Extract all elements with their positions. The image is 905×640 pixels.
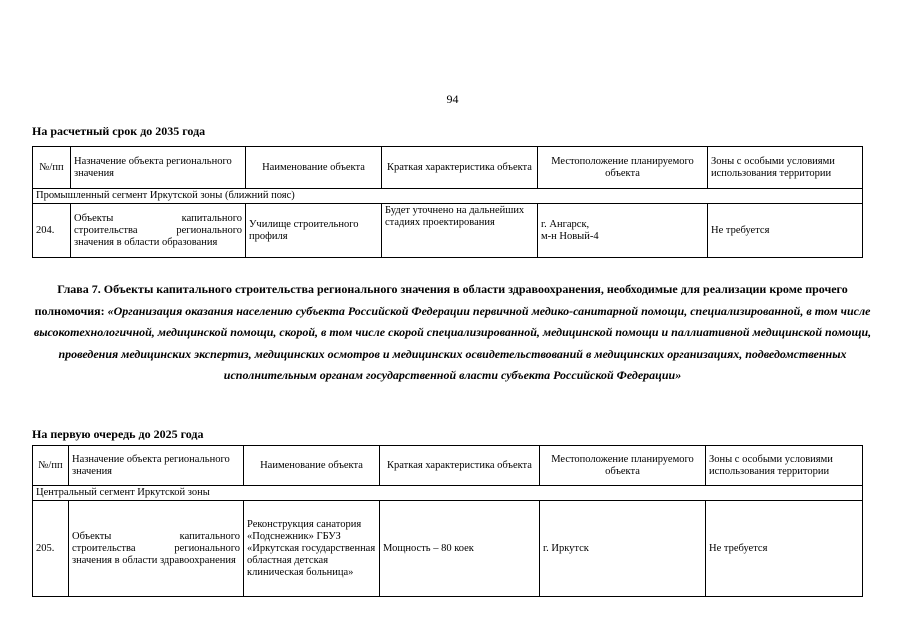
segment-row <box>33 189 863 204</box>
section-heading-2035: На расчетный срок до 2035 года <box>32 124 206 138</box>
row-location-line1: г. Ангарск, <box>541 218 590 230</box>
row-desc: Будет уточнено на дальнейших стадиях проектирования <box>382 204 538 258</box>
header-num: №/пп <box>33 446 69 486</box>
chapter-text: «Организация оказания населению субъекта Российской Федерации первичной медико-санитарной помощи, специализированной, в том числе высокотехнологичной, медицинской помощи, скорой, в том числе скорой специализированной, медицинской помощи и паллиативной медицинской помощи, проведения медицинских экспертиз, медицинских осмотров и медицинских освидетельствований в медицинских организациях, подведомственных исполнительным органам государственной власти субъекта Российской Федерации» <box>33 303 872 382</box>
page-number: 94 <box>446 92 459 106</box>
row-location <box>538 204 708 258</box>
row-purpose: Объекты капитального строительства регионального значения в области образования <box>71 204 246 258</box>
chapter-heading <box>30 279 875 387</box>
row-purpose: Объекты капитального строительства регионального значения в области здравоохранения <box>69 501 244 597</box>
header-num: №/пп <box>33 147 71 189</box>
header-name: Наименование объекта <box>244 446 380 486</box>
segment-label: Центральный сегмент Иркутской зоны <box>33 486 863 501</box>
row-name: Училище строительного профиля <box>246 204 382 258</box>
segment-row <box>33 486 863 501</box>
table-2025 <box>32 445 863 597</box>
table-header-row <box>33 446 863 486</box>
header-desc: Краткая характеристика объекта <box>382 147 538 189</box>
header-location: Местоположение планируемого объекта <box>538 147 708 189</box>
row-num: 204. <box>33 204 71 258</box>
section-heading-2025: На первую очередь до 2025 года <box>32 427 204 441</box>
header-zones: Зоны с особыми условиями использования территории <box>708 147 863 189</box>
row-num: 205. <box>33 501 69 597</box>
table-2035 <box>32 146 863 258</box>
header-purpose: Назначение объекта регионального значения <box>71 147 246 189</box>
table-row <box>33 204 863 258</box>
segment-label: Промышленный сегмент Иркутской зоны (ближний пояс) <box>33 189 863 204</box>
row-location-line2: м-н Новый-4 <box>541 230 599 242</box>
header-purpose: Назначение объекта регионального значения <box>69 446 244 486</box>
row-zones: Не требуется <box>708 204 863 258</box>
row-location: г. Иркутск <box>540 501 706 597</box>
table-row <box>33 501 863 597</box>
header-desc: Краткая характеристика объекта <box>380 446 540 486</box>
table-header-row <box>33 147 863 189</box>
header-name: Наименование объекта <box>246 147 382 189</box>
header-location: Местоположение планируемого объекта <box>540 446 706 486</box>
row-zones: Не требуется <box>706 501 863 597</box>
header-zones: Зоны с особыми условиями использования территории <box>706 446 863 486</box>
row-desc: Мощность – 80 коек <box>380 501 540 597</box>
chapter-title: Глава 7. Объекты капитального строительства регионального значения в области здравоохранения, необходимые для реализации кроме прочего полномочия: <box>34 282 848 318</box>
row-name: Реконструкция санатория «Подснежник» ГБУЗ «Иркутская государственная областная детская клиническая больница» <box>244 501 380 597</box>
